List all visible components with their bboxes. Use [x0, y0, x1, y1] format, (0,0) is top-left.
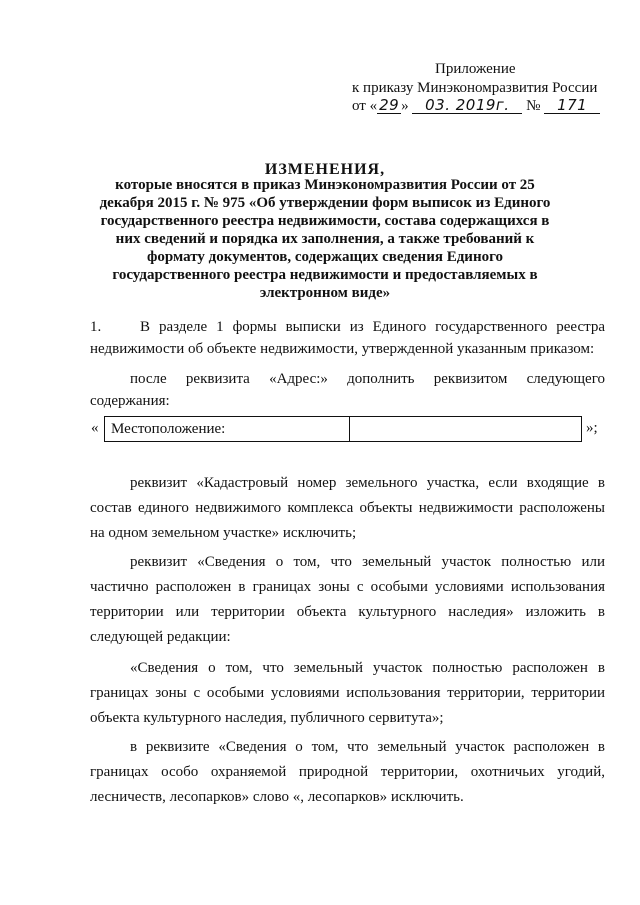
paragraph-5: «Сведения о том, что земельный участок полностью расположен в границах зоны с особыми условиями использования территории, территории объекта культурного наследия, публичного сервитута»; [90, 660, 605, 726]
paragraph-2: после реквизита «Адрес:» дополнить реквизитом следующего содержания: [90, 371, 605, 409]
appendix-label: Приложение [435, 61, 516, 77]
paragraph-3: реквизит «Кадастровый номер земельного участка, если входящие в состав единого недвижимого комплекса объекты недвижимости расположены на одном земельном участке» исключить; [90, 475, 605, 541]
day-close-quote: » [401, 98, 409, 114]
from-label: от « [352, 98, 378, 114]
paragraph-1-text: В разделе 1 формы выписки из Единого государственного реестра недвижимости об объекте недвижимости, утвержденной указанным приказом: [90, 319, 605, 357]
table-cell-value [350, 417, 581, 441]
handwritten-date: 03. 2019г. [412, 97, 522, 114]
handwritten-day: 29 [379, 96, 400, 114]
document-title: ИЗМЕНЕНИЯ, [264, 161, 386, 178]
table-close-quote: »; [586, 420, 598, 436]
order-reference: к приказу Минэкономразвития России [352, 80, 598, 96]
handwritten-number: 171 [544, 97, 600, 114]
table-cell-label: Местоположение: [105, 417, 350, 441]
paragraph-4: реквизит «Сведения о том, что земельный участок полностью или частично расположен в границах зоны с особыми условиями использования территории или территории объекта культурного наследия» изложить в следующей редакции: [90, 554, 605, 645]
document-subtitle: которые вносятся в приказ Минэкономразвития России от 25 декабря 2015 г. № 975 «Об утверждении форм выписок из Единого государственного реестра недвижимости, состава содержащихся в них сведений и порядка их заполнения, а также требований к формату документов, содержащих сведения Единого государственного реестра недвижимости и предоставляемых в электронном виде» [99, 177, 551, 301]
location-table [104, 416, 582, 442]
number-label: № [526, 98, 541, 114]
paragraph-1-number: 1. [90, 319, 102, 335]
table-open-quote: « [91, 420, 99, 436]
paragraph-6: в реквизите «Сведения о том, что земельный участок расположен в границах особо охраняемой природной территории, охотничьих угодий, лесничеств, лесопарков» слово «, лесопарков» исключить. [90, 739, 605, 805]
order-date-line [352, 97, 600, 115]
paragraph-1 [90, 316, 605, 360]
